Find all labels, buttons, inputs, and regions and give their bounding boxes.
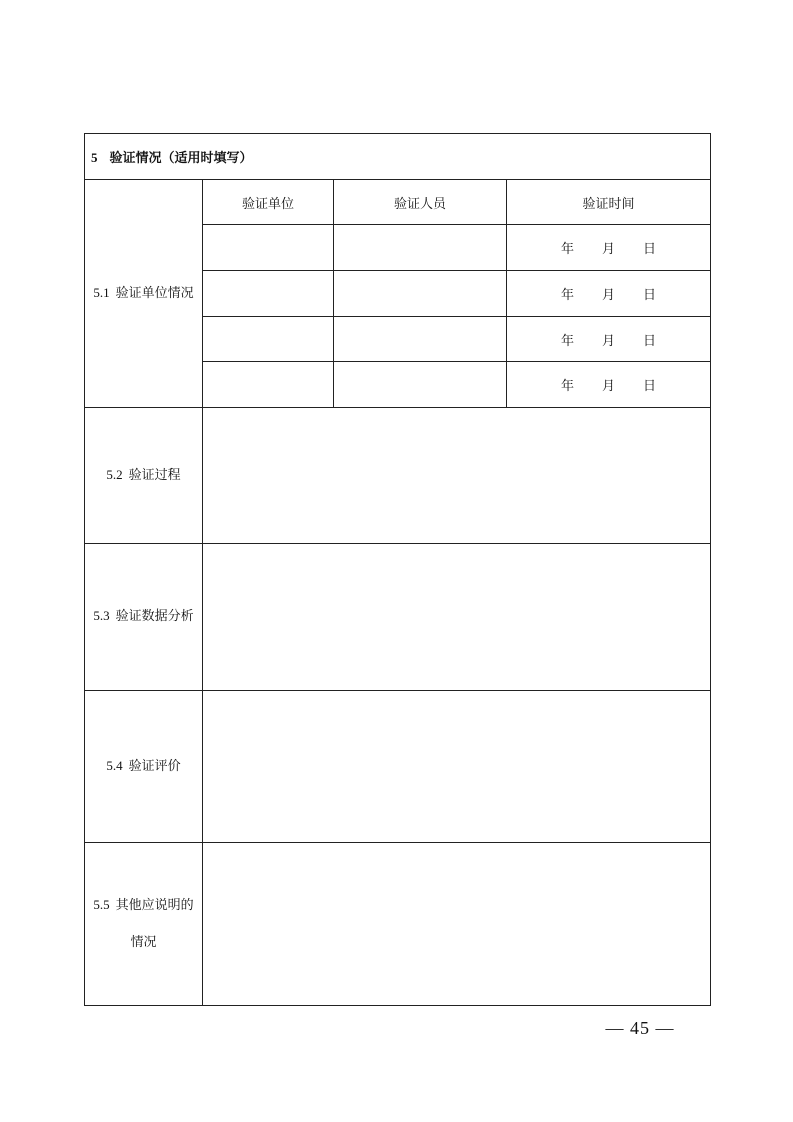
header-verification-time: 验证时间 bbox=[507, 180, 711, 225]
section-title bbox=[85, 134, 711, 180]
day-label: 日 bbox=[643, 288, 657, 303]
year-label: 年 bbox=[560, 379, 574, 394]
month-label: 月 bbox=[602, 333, 616, 349]
label-5-3-text: 验证数据分析 bbox=[115, 609, 194, 625]
unit-field-1[interactable] bbox=[203, 225, 334, 271]
label-5-5-text-line1: 其他应说明的 bbox=[115, 898, 194, 914]
label-5-5-number: 5.5 bbox=[93, 897, 110, 913]
date-field-2[interactable] bbox=[507, 271, 711, 317]
month-label: 月 bbox=[602, 379, 616, 394]
label-5-1 bbox=[85, 180, 203, 408]
label-5-5 bbox=[85, 843, 203, 1006]
header-verification-unit: 验证单位 bbox=[203, 180, 334, 225]
month-label: 月 bbox=[602, 242, 616, 257]
verification-evaluation-field[interactable] bbox=[203, 691, 711, 843]
header-verification-personnel: 验证人员 bbox=[334, 180, 507, 225]
unit-field-4[interactable] bbox=[203, 362, 334, 408]
other-remarks-field[interactable] bbox=[203, 843, 711, 1006]
verification-form-table bbox=[84, 133, 711, 1006]
unit-field-2[interactable] bbox=[203, 271, 334, 317]
day-label: 日 bbox=[643, 242, 657, 257]
page-number: — 45 — bbox=[605, 1018, 675, 1038]
label-5-2 bbox=[85, 408, 203, 544]
label-5-5-text-line2: 情况 bbox=[130, 934, 157, 950]
label-5-1-number: 5.1 bbox=[93, 284, 110, 300]
personnel-field-1[interactable] bbox=[334, 225, 507, 271]
personnel-field-2[interactable] bbox=[334, 271, 507, 317]
label-5-2-number: 5.2 bbox=[106, 466, 123, 482]
day-label: 日 bbox=[643, 333, 657, 349]
date-field-1[interactable] bbox=[507, 225, 711, 271]
personnel-field-3[interactable] bbox=[334, 317, 507, 362]
label-5-4 bbox=[85, 691, 203, 843]
unit-field-3[interactable] bbox=[203, 317, 334, 362]
year-label: 年 bbox=[560, 333, 574, 349]
date-field-4[interactable] bbox=[507, 362, 711, 408]
day-label: 日 bbox=[643, 379, 657, 394]
label-5-4-number: 5.4 bbox=[106, 757, 123, 773]
year-label: 年 bbox=[560, 288, 574, 303]
personnel-field-4[interactable] bbox=[334, 362, 507, 408]
section-number: 5 bbox=[91, 150, 98, 165]
verification-process-field[interactable] bbox=[203, 408, 711, 544]
label-5-3-number: 5.3 bbox=[93, 608, 110, 624]
label-5-4-text: 验证评价 bbox=[128, 758, 181, 774]
label-5-2-text: 验证过程 bbox=[128, 467, 181, 483]
month-label: 月 bbox=[602, 288, 616, 303]
label-5-1-text: 验证单位情况 bbox=[115, 285, 194, 301]
year-label: 年 bbox=[560, 242, 574, 257]
verification-data-analysis-field[interactable] bbox=[203, 544, 711, 691]
date-field-3[interactable] bbox=[507, 317, 711, 362]
label-5-3 bbox=[85, 544, 203, 691]
section-title-text: 验证情况（适用时填写） bbox=[109, 151, 253, 166]
